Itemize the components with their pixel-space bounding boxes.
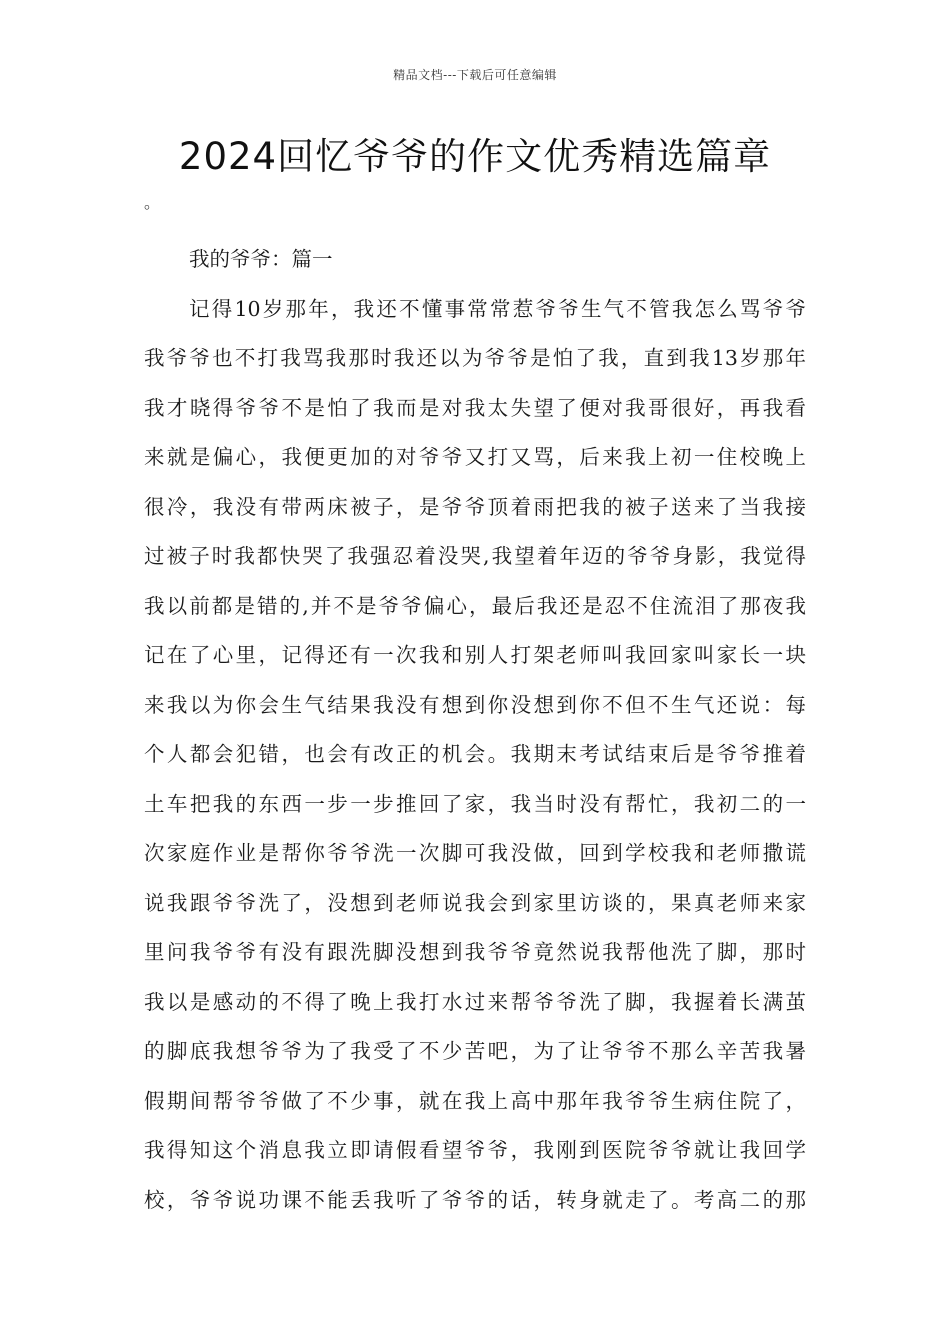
paragraph-line: 说我跟爷爷洗了，没想到老师说我会到家里访谈的，果真老师来家 <box>144 890 806 915</box>
paragraph-line: 里问我爷爷有没有跟洗脚没想到我爷爷竟然说我帮他洗了脚，那时 <box>144 940 806 964</box>
paragraph-line: 假期间帮爷爷做了不少事，就在我上高中那年我爷爷生病住院了， <box>144 1088 806 1113</box>
paragraph-line: 次家庭作业是帮你爷爷洗一次脚可我没做，回到学校我和老师撒谎 <box>144 841 806 865</box>
paragraph-line: 我才晓得爷爷不是怕了我而是对我太失望了便对我哥很好，再我看 <box>144 395 806 420</box>
paragraph-line: 来我以为你会生气结果我没有想到你没想到你不但不生气还说：每 <box>144 692 806 717</box>
paragraph-line: 的脚底我想爷爷为了我受了不少苦吧，为了让爷爷不那么辛苦我暑 <box>144 1039 806 1063</box>
body-text <box>144 235 806 1225</box>
paragraph-line: 土车把我的东西一步一步推回了家，我当时没有帮忙，我初二的一 <box>144 791 806 816</box>
paragraph-line: 记得10岁那年，我还不懂事常常惹爷爷生气不管我怎么骂爷爷 <box>189 296 806 321</box>
document-title: 2024回忆爷爷的作文优秀精选篇章 <box>178 135 772 178</box>
paragraph-line: 来就是偏心，我便更加的对爷爷又打又骂，后来我上初一住校晚上 <box>144 445 806 469</box>
section-heading: 我的爷爷：篇一 <box>189 247 333 271</box>
paragraph-line: 记在了心里，记得还有一次我和别人打架老师叫我回家叫家长一块 <box>144 643 806 667</box>
paragraph-line: 我得知这个消息我立即请假看望爷爷，我刚到医院爷爷就让我回学 <box>144 1138 806 1162</box>
paragraph-line: 我以前都是错的,并不是爷爷偏心，最后我还是忍不住流泪了那夜我 <box>144 593 806 618</box>
paragraph-line: 我以是感动的不得了晚上我打水过来帮爷爷洗了脚，我握着长满茧 <box>144 989 806 1014</box>
paragraph-line: 我爷爷也不打我骂我那时我还以为爷爷是怕了我，直到我13岁那年 <box>144 346 806 370</box>
paragraph-line: 很冷，我没有带两床被子，是爷爷顶着雨把我的被子送来了当我接 <box>144 494 806 519</box>
paragraph-line: 校，爷爷说功课不能丢我听了爷爷的话，转身就走了。考高二的那 <box>144 1187 806 1212</box>
paragraph-line: 过被子时我都快哭了我强忍着没哭,我望着年迈的爷爷身影，我觉得 <box>144 544 806 568</box>
header-note: 精品文档---下载后可任意编辑 <box>393 68 557 82</box>
paragraph-line: 个人都会犯错，也会有改正的机会。我期末考试结束后是爷爷推着 <box>144 742 806 766</box>
intro-mark: 。 <box>144 193 161 212</box>
